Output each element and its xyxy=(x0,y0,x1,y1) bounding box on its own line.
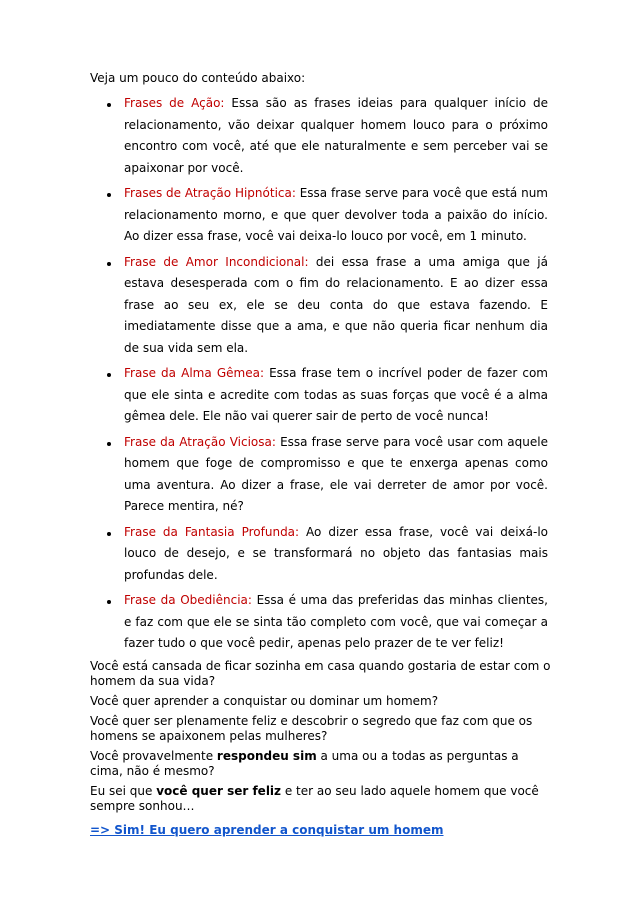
item-text: Ao dizer essa frase, você vai deixá-lo louco de desejo, e se transformará no objeto das fantasias mais profundas dele. xyxy=(124,524,548,582)
cta-link[interactable]: => Sim! Eu quero aprender a conquistar um homem xyxy=(90,822,444,837)
bold-text: você quer ser feliz xyxy=(156,783,282,798)
item-title: Frases de Ação: xyxy=(124,96,225,110)
item-text: Essa frase serve para você que está num relacionamento morno, e que quer devolver toda a paixão do início. Ao dizer essa frase, você vai deixa-lo louco por você, em 1 minuto. xyxy=(124,186,548,243)
text-segment: a uma ou a todas as perguntas a cima, não é mesmo? xyxy=(90,748,519,778)
list-item xyxy=(90,363,548,428)
item-text: Essa são as frases ideias para qualquer início de relacionamento, vão deixar qualquer homem louco para o próximo encontro com você, até que ele naturalmente e sem perceber vai se apaixonar por você. xyxy=(124,96,548,175)
item-text: Essa frase serve para você usar com aquele homem que foge de compromisso e que te enxerga apenas como uma aventura. Ao dizer a frase, ele vai derreter de amor por você. Parece mentira, né? xyxy=(124,434,548,513)
text-segment: e ter ao seu lado aquele homem que você sempre sonhou… xyxy=(90,783,539,813)
bold-text: respondeu sim xyxy=(216,748,317,763)
list-item xyxy=(90,183,548,248)
intro-text: Veja um pouco do conteúdo abaixo: xyxy=(90,71,306,85)
bullet-icon xyxy=(107,373,111,377)
item-text: Essa frase tem o incrível poder de fazer com que ele sinta e acredite com todas as suas forças que você é a alma gêmea dele. Ele não vai querer sair de perto de você nunca! xyxy=(124,366,548,423)
item-title: Frase da Fantasia Profunda: xyxy=(124,524,300,539)
paragraph-conquer: Você quer aprender a conquistar ou dominar um homem? xyxy=(90,693,439,708)
paragraph-answered xyxy=(90,749,552,779)
list-item xyxy=(90,522,548,587)
bullet-icon xyxy=(107,262,111,266)
bullet-icon xyxy=(107,193,111,197)
item-title: Frase da Atração Viciosa: xyxy=(124,434,276,449)
item-text: Essa é uma das preferidas das minhas clientes, e faz com que ele se sinta tão completo com você, que vai começar a fazer tudo o que você pedir, apenas pelo prazer de te ver feliz! xyxy=(124,593,548,650)
text-segment: Eu sei que xyxy=(90,783,157,798)
item-title: Frase da Alma Gêmea: xyxy=(124,366,264,380)
item-title: Frase da Obediência: xyxy=(124,593,252,607)
bullet-icon xyxy=(107,103,111,107)
item-title: Frases de Atração Hipnótica: xyxy=(124,186,296,200)
bullet-icon xyxy=(107,600,111,604)
document-body xyxy=(90,71,560,838)
text-segment: Você provavelmente xyxy=(90,748,217,763)
paragraph-lonely: Você está cansada de ficar sozinha em casa quando gostaria de estar com o homem da sua vida? xyxy=(90,658,551,688)
paragraph-dream xyxy=(90,784,552,814)
bullet-icon xyxy=(107,442,111,446)
item-text: dei essa frase a uma amiga que já estava desesperada com o fim do relacionamento. E ao dizer essa frase ao seu ex, ele se deu conta do que estava fazendo. E imediatamente disse que a ama, e que não queria ficar nenhum dia de sua vida sem ela. xyxy=(124,254,548,355)
bullet-icon xyxy=(107,532,111,536)
list-item xyxy=(90,590,548,655)
paragraph-happy: Você quer ser plenamente feliz e descobrir o segredo que faz com que os homens se apaixonem pelas mulheres? xyxy=(90,713,533,743)
list-item xyxy=(90,252,548,360)
list-item xyxy=(90,93,548,179)
list-item xyxy=(90,432,548,518)
phrase-list xyxy=(90,93,560,655)
item-title: Frase de Amor Incondicional: xyxy=(124,254,309,269)
